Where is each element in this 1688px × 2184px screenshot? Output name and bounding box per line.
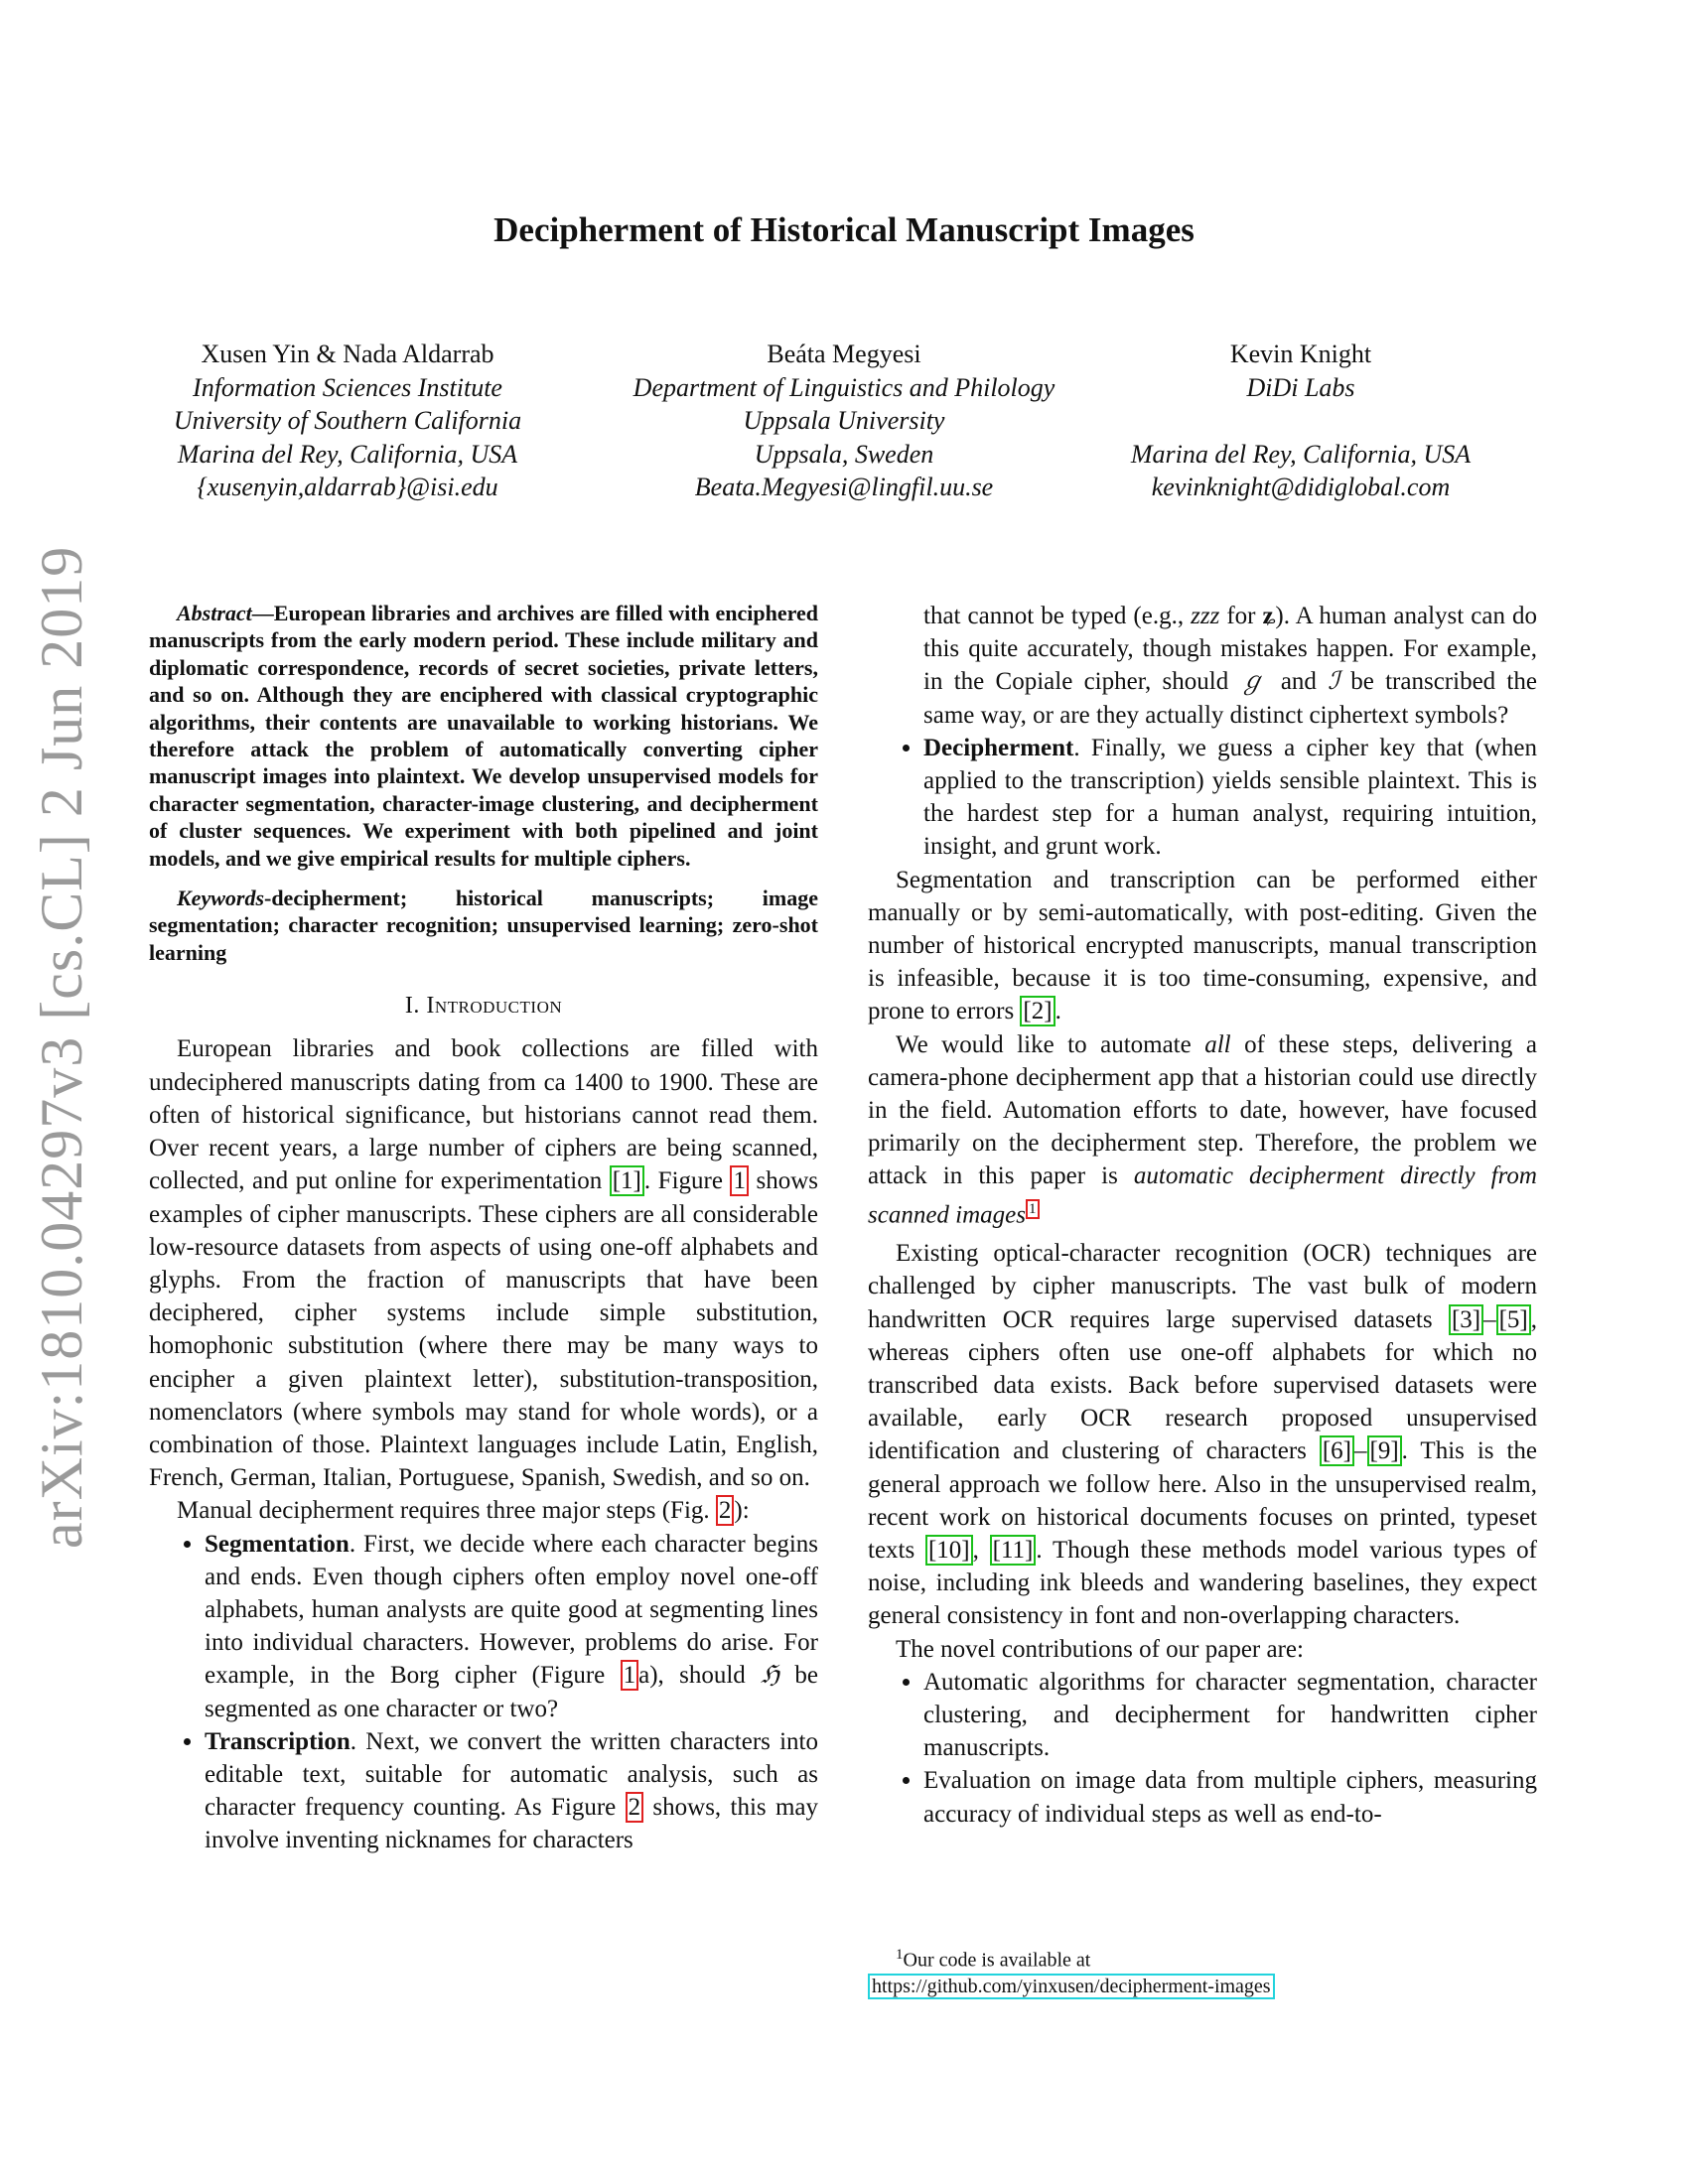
text: be transcribed the same way, or are they actually distinct ciphertext symbols? bbox=[923, 668, 1537, 729]
text: . Next, we convert the written characters into editable text, suitable for automatic analysis, such as character frequency counting. As Figure bbox=[205, 1727, 818, 1822]
paragraph bbox=[868, 864, 1537, 1028]
author-affiliation: Department of Linguistics and Philology bbox=[633, 372, 1055, 402]
item-label: Segmentation bbox=[205, 1530, 350, 1558]
citation-link[interactable]: [6] bbox=[1320, 1435, 1354, 1466]
author-email: Beata.Megyesi@lingfil.uu.se bbox=[694, 473, 994, 501]
paper-title: Decipherment of Historical Manuscript Images bbox=[493, 210, 1195, 249]
text: and bbox=[1269, 668, 1329, 696]
cipher-glyph: ℌ bbox=[761, 1662, 780, 1690]
author-names: Xusen Yin & Nada Aldarrab bbox=[201, 340, 494, 368]
abstract bbox=[149, 600, 818, 872]
text: all bbox=[1204, 1030, 1231, 1058]
abstract-text: —European libraries and archives are filled with enciphered manuscripts from the early modern period. These include military and diplomatic correspondence, records of secret societies, private letters, and so on. Although they are enciphered with classical cryptographic algorithms, their contents are unavailable to working historians. We therefore attack the problem of automatically converting cipher manuscript images into plaintext. We develop unsupervised models for character segmentation, character-image clustering, and decipherment of cluster sequences. We experiment with both pipelined and joint models, and we give empirical results for multiple ciphers. bbox=[149, 601, 818, 871]
intro-paragraph-2 bbox=[149, 1494, 818, 1527]
footnote bbox=[868, 1942, 1275, 1999]
text: automatic decipherment directly from scanned images bbox=[868, 1162, 1537, 1228]
citation-link[interactable]: [11] bbox=[990, 1535, 1037, 1566]
citation-link[interactable]: [5] bbox=[1496, 1304, 1531, 1335]
citation-link[interactable]: [3] bbox=[1449, 1304, 1483, 1335]
author-block-2 bbox=[606, 338, 1082, 504]
footnote-url-link[interactable]: https://github.com/yinxusen/decipherment-images bbox=[868, 1974, 1275, 1999]
list-item: • Evaluation on image data from multiple ciphers, measuring accuracy of individual steps as well as end-to- bbox=[923, 1764, 1537, 1830]
footnote-link[interactable]: 1 bbox=[1026, 1199, 1040, 1219]
text: – bbox=[1354, 1437, 1367, 1465]
text: . Figure bbox=[643, 1167, 731, 1195]
author-affiliation bbox=[1102, 404, 1499, 438]
cipher-glyph: ℊ bbox=[1239, 668, 1270, 696]
list-item bbox=[923, 732, 1537, 864]
figure-link[interactable]: 2 bbox=[716, 1495, 735, 1526]
paragraph: The novel contributions of our paper are: bbox=[896, 1635, 1304, 1663]
figure-link[interactable]: 1 bbox=[621, 1660, 639, 1691]
text: European libraries and book collections are filled with undeciphered manuscripts dating from ca 1400 to 1900. These are often of historical significance, but historians cannot read them. Over recent years, a large number of ciphers are being scanned, collected, and put online for experimentation bbox=[149, 1035, 818, 1195]
steps-list bbox=[149, 1528, 818, 1857]
citation-link[interactable]: [1] bbox=[610, 1165, 644, 1196]
list-item bbox=[205, 1725, 818, 1857]
text: ): bbox=[734, 1497, 750, 1525]
text: . Though these methods model various types of noise, including ink bleeds and wandering baselines, they expect general consistency in font and non-overlapping characters. bbox=[868, 1537, 1538, 1630]
cipher-glyph: ʑ bbox=[1262, 603, 1276, 629]
text: of these steps, delivering a camera-phone decipherment app that a historian could use directly in the field. Automation efforts to date, however, have focused primarily on the decipherment step. Therefore, the problem we attack in this paper is bbox=[868, 1030, 1537, 1190]
text: shows examples of cipher manuscripts. These ciphers are all considerable low-resource datasets from aspects of using one-off alphabets and glyphs. From the fraction of manuscripts that have been deciphered, cipher systems include simple substitution, homophonic substitution (where there may be many ways to encipher a given plaintext letter), substitution-transposition, nomenclators (where symbols may stand for whole words), or a combination of those. Plaintext languages include Latin, English, French, German, Italian, Portuguese, Spanish, Swedish, and so on. bbox=[149, 1167, 819, 1492]
text: Existing optical-character recognition (OCR) techniques are challenged by cipher manuscripts. The vast bulk of modern handwritten OCR requires large supervised datasets bbox=[868, 1240, 1537, 1333]
author-email: {xusenyin,aldarrab}@isi.edu bbox=[197, 473, 498, 501]
text: be segmented as one character or two? bbox=[205, 1662, 818, 1722]
footnote-text-line bbox=[868, 1942, 1275, 1974]
keywords bbox=[149, 885, 818, 966]
footnote-url-line bbox=[868, 1974, 1275, 1999]
figure-link[interactable]: 1 bbox=[730, 1165, 749, 1196]
contributions-list bbox=[868, 1666, 1537, 1831]
author-affiliation: Uppsala, Sweden bbox=[754, 439, 934, 469]
text: We would like to automate bbox=[896, 1030, 1205, 1058]
list-item: • Automatic algorithms for character segmentation, character clustering, and decipherment for handwritten cipher manuscripts. bbox=[923, 1666, 1537, 1765]
keywords-text: -decipherment; historical manuscripts; image segmentation; character recognition; unsupervised learning; zero-shot learning bbox=[149, 886, 818, 965]
item-label: Transcription bbox=[205, 1727, 351, 1755]
author-affiliation: Marina del Rey, California, USA bbox=[1130, 439, 1472, 469]
author-affiliation: University of Southern California bbox=[173, 406, 522, 435]
footnote-text: Our code is available at bbox=[903, 1949, 1091, 1972]
text: Manual decipherment requires three major steps (Fig. bbox=[177, 1497, 716, 1525]
citation-link[interactable]: [2] bbox=[1020, 996, 1055, 1026]
list-item bbox=[205, 1528, 818, 1725]
author-block-3 bbox=[1102, 338, 1499, 504]
text: that cannot be typed (e.g., bbox=[923, 603, 1192, 629]
item-label: Decipherment bbox=[923, 734, 1074, 761]
author-affiliation: DiDi Labs bbox=[1246, 372, 1355, 402]
text: ). A human analyst can do this quite accurately, though mistakes happen. For example, in the Copiale cipher, should bbox=[923, 603, 1537, 696]
text: zzz bbox=[1191, 603, 1220, 629]
steps-list bbox=[868, 732, 1537, 864]
citation-link[interactable]: [10] bbox=[925, 1535, 973, 1566]
text: . bbox=[1055, 998, 1061, 1025]
author-email: kevinknight@didiglobal.com bbox=[1151, 473, 1451, 501]
author-names: Kevin Knight bbox=[1229, 340, 1372, 368]
cipher-glyph: ℐ bbox=[1328, 668, 1339, 696]
steps-list-continued bbox=[868, 600, 1537, 732]
list-item-continued bbox=[923, 600, 1537, 732]
text: , bbox=[972, 1537, 990, 1565]
author-block-1 bbox=[149, 338, 546, 504]
abstract-label: Abstract bbox=[177, 601, 252, 625]
right-column bbox=[868, 600, 1537, 1831]
text: , whereas ciphers often use one-off alphabets for which no transcribed data exists. Back before supervised datasets were available, early OCR research proposed unsupervised identification and clustering of characters bbox=[868, 1305, 1537, 1465]
text: for bbox=[1219, 603, 1263, 629]
left-column bbox=[149, 600, 818, 1857]
author-affiliation: Marina del Rey, California, USA bbox=[177, 439, 518, 469]
paragraph bbox=[868, 1237, 1537, 1632]
figure-link[interactable]: 2 bbox=[626, 1792, 644, 1823]
text: – bbox=[1483, 1305, 1496, 1333]
author-names: Beáta Megyesi bbox=[767, 340, 921, 368]
keywords-label: Keywords bbox=[177, 886, 264, 911]
author-affiliation: Information Sciences Institute bbox=[193, 372, 502, 402]
citation-link[interactable]: [9] bbox=[1367, 1435, 1402, 1466]
author-affiliation: Uppsala University bbox=[743, 406, 945, 435]
text: . First, we decide where each character begins and ends. Even though ciphers often employ novel one-off alphabets, human analysts are quite good at segmenting lines into individual characters. However, problems do arise. For example, in the Borg cipher (Figure bbox=[205, 1530, 818, 1690]
footnote-mark: 1 bbox=[896, 1947, 904, 1963]
text: a), should bbox=[638, 1662, 762, 1690]
text: shows, this may involve inventing nicknames for characters bbox=[205, 1794, 818, 1854]
intro-paragraph-1 bbox=[149, 1032, 818, 1494]
text: Segmentation and transcription can be performed either manually or by semi-automatically, with post-editing. Given the number of historical encrypted manuscripts, manual transcription is infeasible, because it is too time-consuming, expensive, and prone to errors bbox=[868, 866, 1537, 1025]
text: . Finally, we guess a cipher key that (when applied to the transcription) yields sensible plaintext. This is the hardest step for a human analyst, requiring intuition, insight, and grunt work. bbox=[923, 734, 1537, 861]
section-title: Introduction bbox=[426, 993, 563, 1020]
section-number: I. bbox=[404, 993, 420, 1020]
paragraph bbox=[868, 1028, 1537, 1232]
text: . This is the general approach we follow here. Also in the unsupervised realm, recent work on historical documents focuses on printed, typeset texts bbox=[868, 1437, 1537, 1565]
section-heading bbox=[149, 990, 818, 1023]
arxiv-stamp: arXiv:1810.04297v3 [cs.CL] 2 Jun 2019 bbox=[29, 545, 94, 1549]
